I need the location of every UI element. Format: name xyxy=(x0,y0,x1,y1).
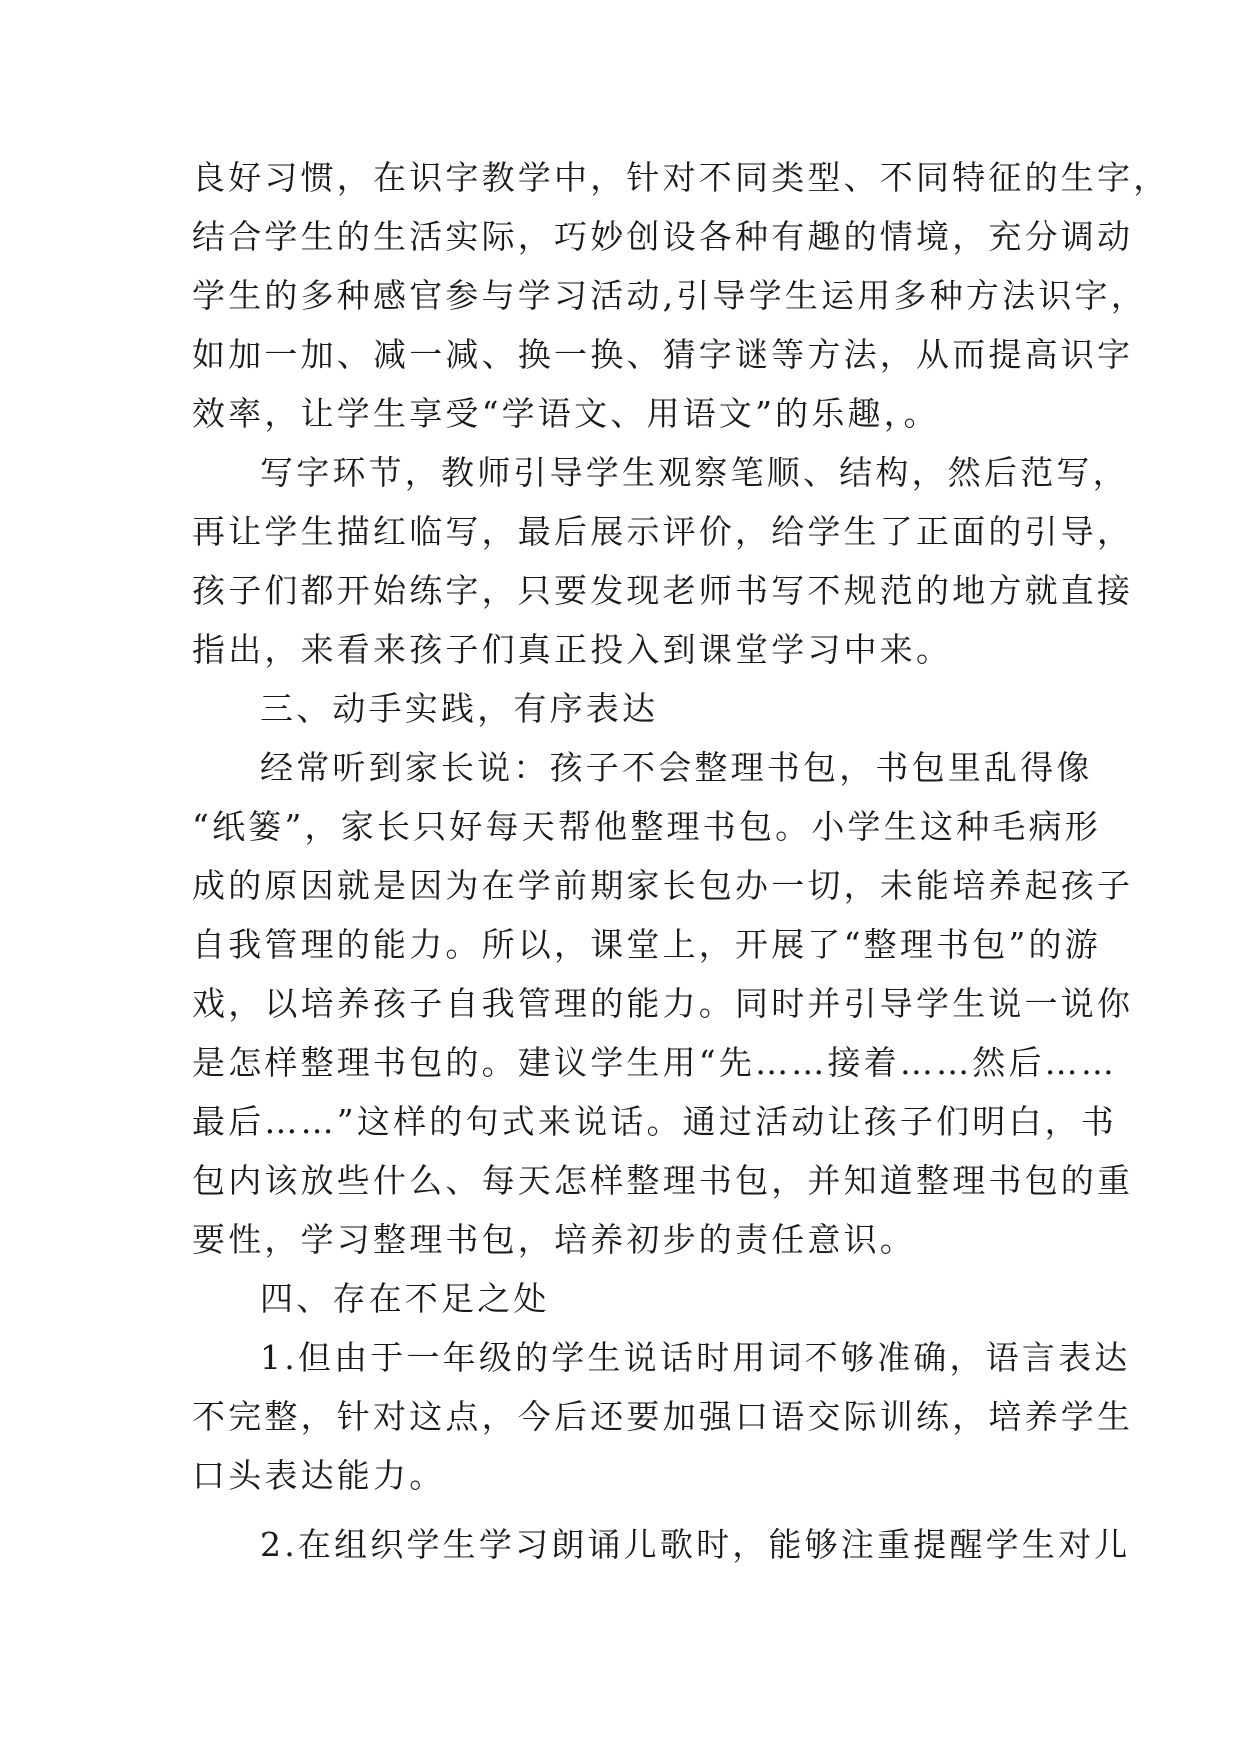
paragraph-line: 戏，以培养孩子自我管理的能力。同时并引导学生说一说你 xyxy=(192,984,1134,1023)
paragraph-line: 成的原因就是因为在学前期家长包办一切，未能培养起孩子 xyxy=(192,866,1134,905)
paragraph-line: 要性，学习整理书包，培养初步的责任意识。 xyxy=(192,1220,916,1259)
paragraph-line: 良好习惯，在识字教学中，针对不同类型、不同特征的生字， xyxy=(192,158,1170,197)
paragraph-line: 孩子们都开始练字，只要发现老师书写不规范的地方就直接 xyxy=(192,571,1134,610)
paragraph-line: 指出，来看来孩子们真正投入到课堂学习中来。 xyxy=(192,630,953,669)
paragraph-line: 最后……”这样的句式来说话。通过活动让孩子们明白，书 xyxy=(192,1102,1118,1141)
list-item-line: 口头表达能力。 xyxy=(192,1456,446,1495)
section-heading: 四、存在不足之处 xyxy=(260,1279,550,1318)
paragraph-line: 结合学生的生活实际，巧妙创设各种有趣的情境，充分调动 xyxy=(192,217,1134,256)
list-item-line: 2.在组织学生学习朗诵儿歌时，能够注重提醒学生对儿 xyxy=(260,1525,1131,1564)
paragraph-line: 经常听到家长说：孩子不会整理书包，书包里乱得像 xyxy=(260,748,1093,787)
list-item-line: 1.但由于一年级的学生说话时用词不够准确，语言表达 xyxy=(260,1338,1131,1377)
list-item-line: 不完整，针对这点，今后还要加强口语交际训练，培养学生 xyxy=(192,1397,1134,1436)
paragraph-line: “纸篓”，家长只好每天帮他整理书包。小学生这种毛病形 xyxy=(192,807,1101,846)
paragraph-line: 效率，让学生享受“学语文、用语文”的乐趣，。 xyxy=(192,394,940,433)
paragraph-line: 包内该放些什么、每天怎样整理书包，并知道整理书包的重 xyxy=(192,1161,1134,1200)
paragraph-line: 写字环节，教师引导学生观察笔顺、结构，然后范写， xyxy=(260,453,1129,492)
paragraph-line: 是怎样整理书包的。建议学生用“先……接着……然后…… xyxy=(192,1043,1118,1082)
paragraph-line: 如加一加、减一减、换一换、猜字谜等方法，从而提高识字 xyxy=(192,335,1134,374)
paragraph-line: 再让学生描红临写，最后展示评价，给学生了正面的引导， xyxy=(192,512,1134,551)
paragraph-gap xyxy=(192,1505,1092,1515)
section-heading: 三、动手实践，有序表达 xyxy=(260,689,659,728)
paragraph-line: 自我管理的能力。所以，课堂上，开展了“整理书包”的游 xyxy=(192,925,1101,964)
paragraph-line: 学生的多种感官参与学习活动,引导学生运用多种方法识字， xyxy=(192,276,1147,315)
document-body xyxy=(192,148,1170,1574)
